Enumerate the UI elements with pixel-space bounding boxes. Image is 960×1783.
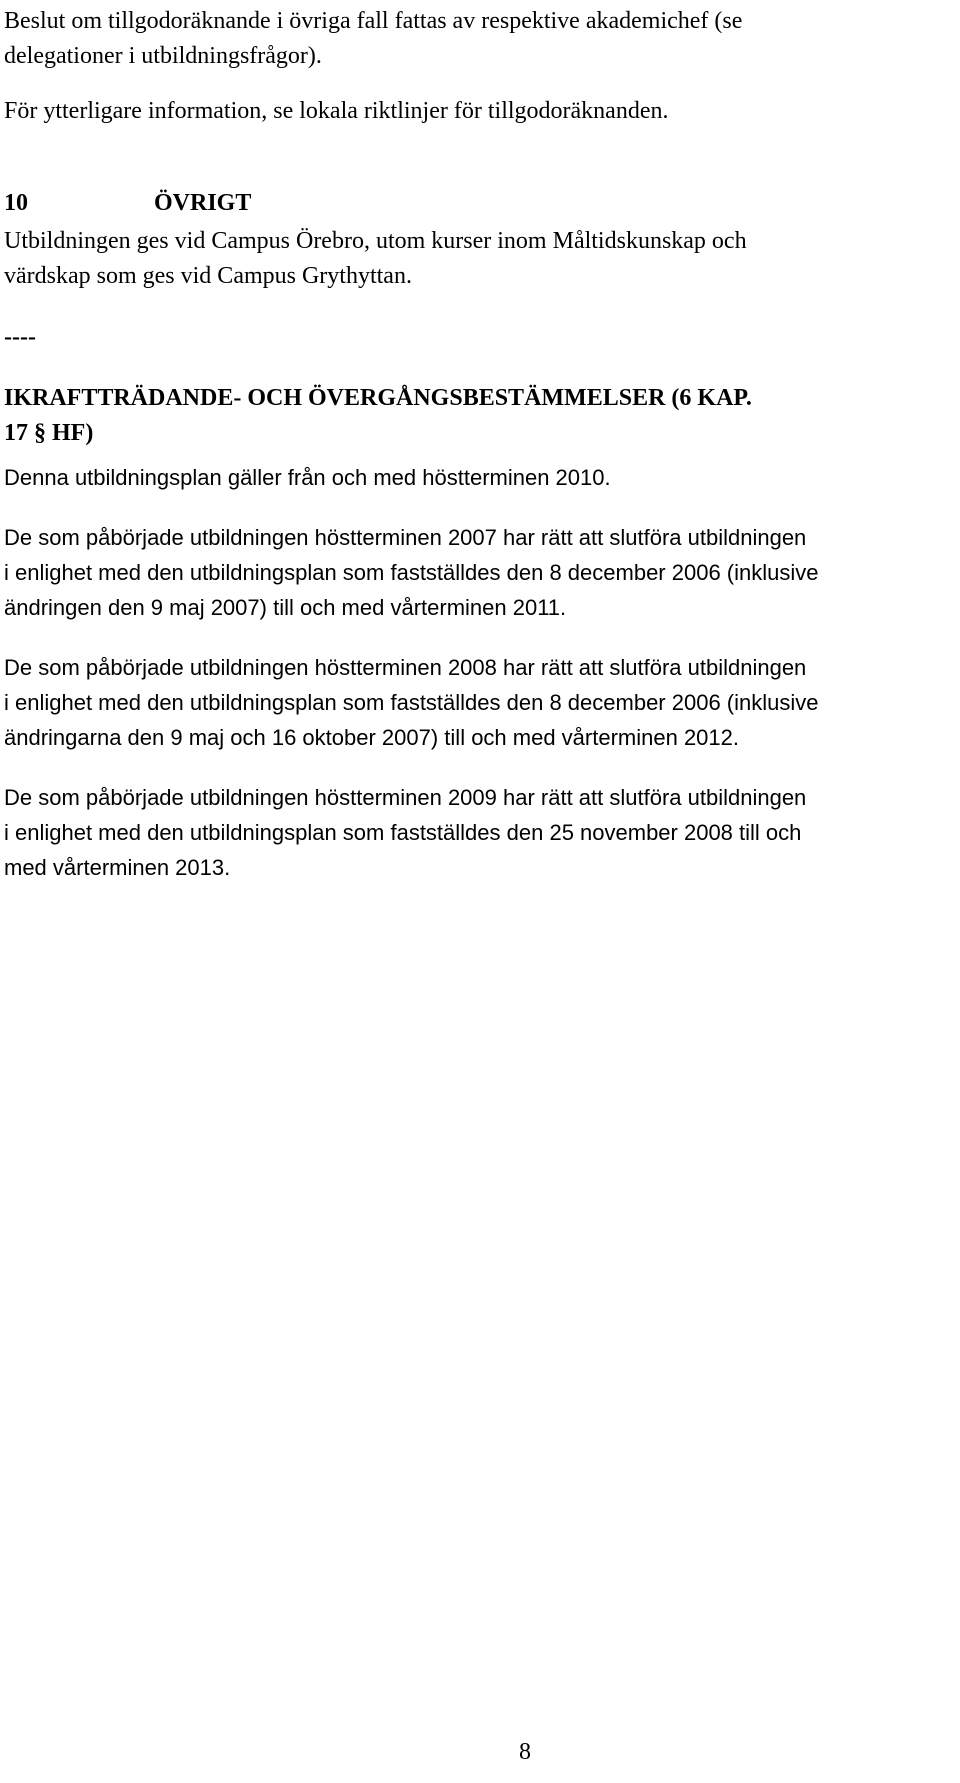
paragraph-line: ändringen den 9 maj 2007) till och med vårterminen 2011. bbox=[4, 595, 567, 620]
intro-paragraph bbox=[4, 4, 954, 74]
transition-heading-line: 17 § HF) bbox=[4, 420, 94, 446]
intro-line: delegationer i utbildningsfrågor). bbox=[4, 43, 322, 69]
section-number: 10 bbox=[4, 190, 28, 216]
validity-statement bbox=[4, 460, 954, 495]
paragraph-line: i enlighet med den utbildningsplan som fastställdes den 25 november 2008 till och bbox=[4, 820, 802, 845]
section-10-line: värdskap som ges vid Campus Grythyttan. bbox=[4, 263, 412, 289]
transition-paragraph-2008 bbox=[4, 650, 949, 755]
paragraph-line: De som påbörjade utbildningen höstterminen 2008 har rätt att slutföra utbildningen bbox=[4, 655, 807, 680]
paragraph-line: i enlighet med den utbildningsplan som fastställdes den 8 december 2006 (inklusive bbox=[4, 690, 819, 715]
paragraph-line: med vårterminen 2013. bbox=[4, 855, 231, 880]
section-10-body bbox=[4, 224, 954, 294]
transition-paragraph-2007 bbox=[4, 520, 949, 625]
page-number: 8 bbox=[519, 1739, 531, 1765]
section-title: ÖVRIGT bbox=[154, 190, 252, 216]
paragraph-line: De som påbörjade utbildningen höstterminen 2009 har rätt att slutföra utbildningen bbox=[4, 785, 807, 810]
transition-heading bbox=[4, 381, 954, 451]
paragraph-line: i enlighet med den utbildningsplan som fastställdes den 8 december 2006 (inklusive bbox=[4, 560, 819, 585]
paragraph-line: ändringarna den 9 maj och 16 oktober 2007) till och med vårterminen 2012. bbox=[4, 725, 740, 750]
transition-heading-line: IKRAFTTRÄDANDE- OCH ÖVERGÅNGSBESTÄMMELSER (6 KAP. bbox=[4, 385, 752, 411]
info-paragraph bbox=[4, 94, 954, 129]
transition-paragraph-2009 bbox=[4, 780, 949, 885]
section-10-line: Utbildningen ges vid Campus Örebro, utom kurser inom Måltidskunskap och bbox=[4, 228, 747, 254]
intro-line: Beslut om tillgodoräknande i övriga fall fattas av respektive akademichef (se bbox=[4, 8, 743, 34]
validity-line: Denna utbildningsplan gäller från och med höstterminen 2010. bbox=[4, 465, 611, 490]
info-line: För ytterligare information, se lokala riktlinjer för tillgodoräknanden. bbox=[4, 98, 669, 124]
dash-divider: ---- bbox=[4, 324, 36, 350]
section-10-heading bbox=[4, 186, 954, 221]
paragraph-line: De som påbörjade utbildningen höstterminen 2007 har rätt att slutföra utbildningen bbox=[4, 525, 807, 550]
